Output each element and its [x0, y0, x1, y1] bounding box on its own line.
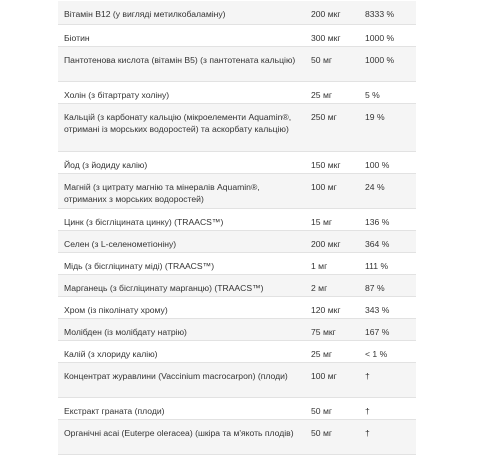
nutrient-amount: 1 мг	[305, 252, 359, 274]
nutrient-name: Кальцій (з карбонату кальцію (мікроелементи Aquamin®, отримані із морських водоростей) та аскорбату кальцію)	[58, 103, 305, 151]
nutrient-daily-value: 87 %	[359, 274, 416, 296]
table-row	[58, 362, 416, 397]
table-row	[58, 151, 416, 173]
nutrient-name: Калій (з хлориду калію)	[58, 340, 305, 362]
table-row	[58, 173, 416, 208]
table-row	[58, 296, 416, 318]
nutrient-daily-value: 343 %	[359, 296, 416, 318]
nutrient-name: Магній (з цитрату магнію та мінералів Aquamin®, отриманих з морських водоростей)	[58, 173, 305, 208]
nutrient-daily-value: 136 %	[359, 208, 416, 230]
table-row	[58, 208, 416, 230]
table-row	[58, 252, 416, 274]
nutrient-name: Холін (з бітартрату холіну)	[58, 81, 305, 103]
nutrient-daily-value: 364 %	[359, 230, 416, 252]
table-row	[58, 318, 416, 340]
nutrient-amount: 300 мкг	[305, 24, 359, 46]
nutrient-name: Цинк (з бісгліцината цинку) (TRAACS™)	[58, 208, 305, 230]
nutrient-amount: 100 мг	[305, 173, 359, 208]
nutrient-name: Вітамін B12 (у вигляді метилкобаламіну)	[58, 1, 305, 24]
nutrient-amount: 200 мкг	[305, 1, 359, 24]
nutrient-amount: 120 мкг	[305, 296, 359, 318]
nutrient-name: Хром (із піколінату хрому)	[58, 296, 305, 318]
table-row	[58, 24, 416, 46]
nutrient-amount: 250 мг	[305, 103, 359, 151]
nutrient-name: Селен (з L-селенометіоніну)	[58, 230, 305, 252]
nutrient-daily-value: < 1 %	[359, 340, 416, 362]
nutrient-name: Молібден (із молібдату натрію)	[58, 318, 305, 340]
nutrient-amount: 15 мг	[305, 208, 359, 230]
nutrient-name: Органічні асаі (Euterpe oleracea) (шкіра та м'якоть плодів)	[58, 419, 305, 454]
nutrient-daily-value: †	[359, 419, 416, 454]
table-row	[58, 397, 416, 419]
nutrient-daily-value: 24 %	[359, 173, 416, 208]
nutrient-amount: 200 мкг	[305, 230, 359, 252]
nutrient-name: Пантотенова кислота (вітамін B5) (з пантотената кальцію)	[58, 46, 305, 81]
table-row	[58, 419, 416, 454]
nutrient-amount: 25 мг	[305, 81, 359, 103]
nutrient-daily-value: 19 %	[359, 103, 416, 151]
nutrient-amount: 150 мкг	[305, 151, 359, 173]
nutrient-amount: 75 мкг	[305, 318, 359, 340]
nutrient-daily-value: 100 %	[359, 151, 416, 173]
nutrient-amount: 25 мг	[305, 340, 359, 362]
table-row	[58, 274, 416, 296]
table-row	[58, 230, 416, 252]
table-row	[58, 81, 416, 103]
nutrient-amount: 50 мг	[305, 397, 359, 419]
nutrient-amount: 50 мг	[305, 419, 359, 454]
nutrient-name: Йод (з йодиду калію)	[58, 151, 305, 173]
nutrient-name: Концентрат журавлини (Vaccinium macrocarpon) (плоди)	[58, 362, 305, 397]
table-row	[58, 340, 416, 362]
nutrient-amount: 100 мг	[305, 362, 359, 397]
table-row	[58, 103, 416, 151]
nutrient-daily-value: 1000 %	[359, 46, 416, 81]
nutrient-name: Марганець (з бісгліцинату марганцю) (TRAACS™)	[58, 274, 305, 296]
nutrient-daily-value: 1000 %	[359, 24, 416, 46]
nutrient-daily-value: †	[359, 397, 416, 419]
nutrient-name: Біотин	[58, 24, 305, 46]
nutrient-daily-value: 8333 %	[359, 1, 416, 24]
nutrient-amount: 50 мг	[305, 46, 359, 81]
table-row	[58, 46, 416, 81]
nutrients-table	[58, 1, 416, 455]
nutrient-daily-value: 5 %	[359, 81, 416, 103]
table-row	[58, 1, 416, 24]
nutrient-daily-value: 167 %	[359, 318, 416, 340]
nutrient-daily-value: 111 %	[359, 252, 416, 274]
nutrient-daily-value: †	[359, 362, 416, 397]
nutrient-name: Мідь (з бісгліцинату міді) (TRAACS™)	[58, 252, 305, 274]
nutrient-amount: 2 мг	[305, 274, 359, 296]
nutrient-name: Екстракт граната (плоди)	[58, 397, 305, 419]
